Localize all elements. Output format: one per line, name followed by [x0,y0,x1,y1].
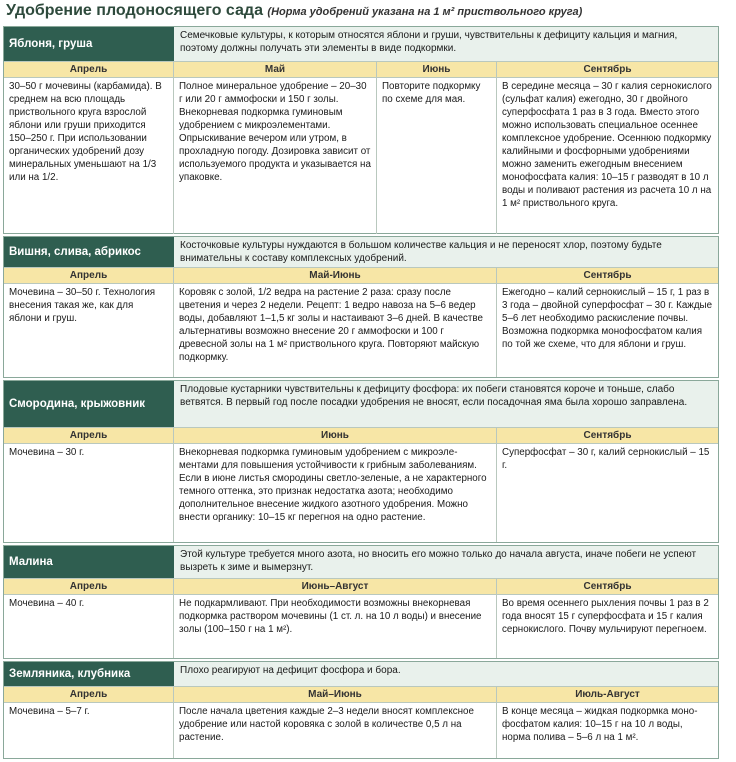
table-cell: Суперфосфат – 30 г, калий сернокислый – 15 г. [502,447,710,471]
month-header: Июнь–Август [174,579,497,594]
section-currant-gooseberry [3,380,719,543]
month-header: Апрель [4,62,174,77]
table-cell: Полное минеральное удобрение – 20–30 г или 20 г аммофоски и 150 г золы. Внекорневая подкормка гуминовым удобрением с микроэлементами. Опрыскивание вечером или утром, в прохладную погоду. Дозировка зависит от используемого продукта и указывается на упаковке. [174,78,377,234]
table-cell: Не подкармливают. При необходимости возможны внекорневая подкормка раствором мочевины (1 ст. л. на 10 л воды) и внесение золы (100–150 г на 1 м²). [174,595,497,658]
page-subtitle: (Норма удобрений указана на 1 м² приствольного круга) [267,6,583,18]
month-header: Сентябрь [583,430,632,441]
crop-title: Вишня, слива, абрикос [4,237,174,267]
crop-note: Плодовые кустарники чувствительны к дефициту фосфора: их побеги становятся короче и тоньше, слабо ветвятся. В первый год после посадки удобрения не вносят, если посадочная яма была хорошо заправлена. [174,381,718,427]
page-title: Удобрение плодоносящего сада [6,2,263,19]
month-header: Май-Июнь [174,268,497,283]
table-cell: Мочевина – 30 г. [4,444,174,542]
month-header: Июнь [377,62,497,77]
month-header: Апрель [4,579,174,594]
month-header: Сентябрь [583,64,632,75]
table-cell: В конце месяца – жидкая подкормка монофосфатом калия: 10–15 г на 10 л воды, норма полива – 5–6 л на 1 м². [502,706,698,743]
month-header: Май [174,62,377,77]
table-cell: Внекорневая подкормка гуминовым удобрением с микроэлементами для повышения устойчивости к грибным заболеваниям. Если в июне листья смородины светло-зеленые, а не характерного темного оттенка, это признак недостатка азота; необходимо дополнительное внесение жидкого азотного удобрения. Можно внести органику: 10–15 кг перегноя на одно растение. [174,444,497,542]
crop-title: Малина [4,546,174,578]
table-cell: Мочевина – 30–50 г. Технология внесения такая же, как для яблони и груш. [4,284,174,377]
crop-title: Земляника, клубника [4,662,174,686]
table-cell: Повторите подкормку по схеме для мая. [377,78,497,234]
month-header: Апрель [4,428,174,443]
month-header: Апрель [4,268,174,283]
table-cell: В середине месяца – 30 г калия сернокислого (сульфат калия) ежегодно, 30 г двойного суперфосфата 1 раз в 3 года. Вместо этого можно использовать специальное осеннее комплексное удобрение. Осеннюю подкормку калийными и фосфорными удобрениями можно заменить ежегодным внесением монофосфата калия: 10–15 г разводят в 10 л воды и поливают растения из расчета 10 л на 1 м² приствольного круга. [502,81,712,209]
month-header: Май–Июнь [174,687,497,702]
table-cell: Мочевина – 5–7 г. [4,703,174,758]
section-raspberry [3,545,719,659]
month-header: Июнь [174,428,497,443]
section-cherry-plum-apricot [3,236,719,378]
month-header: Июль-Август [575,689,640,700]
table-cell: Коровяк с золой, 1/2 ведра на растение 2 раза: сразу после цветения и через 2 недели. Рецепт: 1 ведро навоза на 5–6 ведер воды, добавляют 1–1,5 кг золы и настаивают 3–6 дней. В качестве альтернативы возможно внесение 20 г аммофоски и 100 г древесной золы на 1 м² приствольного круга. Повторяют майскую подкормку. [174,284,497,377]
page-title-row [0,0,736,22]
table-cell: Мочевина – 40 г. [4,595,174,658]
crop-note: Семечковые культуры, к которым относятся яблони и груши, чувствительны к дефициту кальция и магния, поэтому должны получать эти элементы в виде подкормки. [174,27,718,61]
section-strawberry [3,661,719,759]
month-header: Сентябрь [583,270,632,281]
month-header: Апрель [4,687,174,702]
table-cell: После начала цветения каждые 2–3 недели вносят комплексное удобрение или настой коровяка с золой в количестве 0,5 л на растение. [174,703,497,758]
table-cell: 30–50 г мочевины (карбамида). В среднем на всю площадь приствольного круга взрослой яблони или груши приходится 150–250 г. При использовании органических удобрений дозу минеральных уменьшают на 1/3 или на 1/2. [4,78,174,234]
month-header: Сентябрь [583,581,632,592]
table-cell: Ежегодно – калий сернокислый – 15 г, 1 раз в 3 года – двойной суперфосфат – 30 г. Каждые 5–6 лет необходимо раскисление почвы. Возможна подкормка монофосфатом калия по той же схеме, что для яблони и груш. [502,287,713,350]
table-cell: Во время осеннего рыхления почвы 1 раз в 2 года вносят 15 г суперфосфата и 15 г калия сернокислого. Почву мульчируют перегноем. [502,598,709,635]
crop-note: Этой культуре требуется много азота, но вносить его можно только до начала августа, иначе побеги не успеют вызреть к зиме и вымерзнут. [174,546,718,578]
crop-note: Плохо реагируют на дефицит фосфора и бора. [174,662,718,686]
crop-note: Косточковые культуры нуждаются в большом количестве кальция и не переносят хлор, поэтому будьте внимательны к составу комплексных удобрений. [174,237,718,267]
crop-title: Смородина, крыжовник [4,381,174,427]
section-apple-pear [3,26,719,234]
crop-title: Яблоня, груша [4,27,174,61]
